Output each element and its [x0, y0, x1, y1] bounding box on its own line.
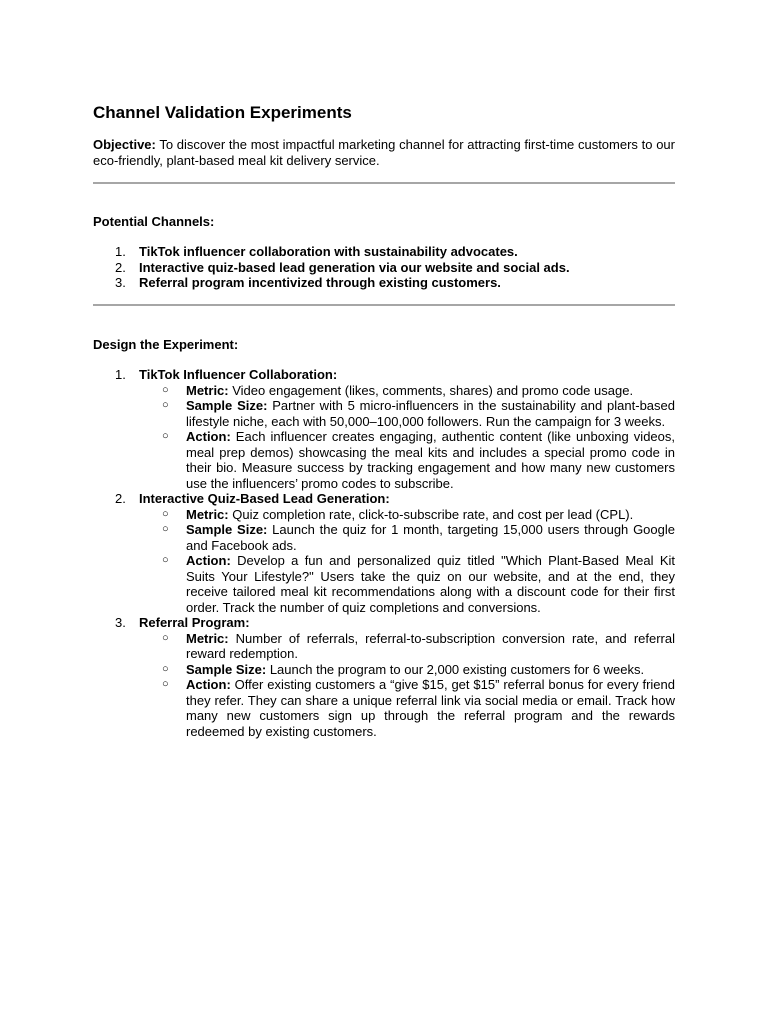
experiment-title-text: Referral Program: [139, 615, 250, 630]
detail-item [93, 677, 675, 739]
detail-label: Metric: [186, 630, 229, 646]
experiment-title-text: TikTok Influencer Collaboration: [139, 367, 338, 382]
detail-text: Partner with 5 micro-influencers in the sustainability and plant-based lifestyle niche, each with 50,000–100,000 followers. Run the campaign for 3 weeks. [186, 398, 675, 429]
list-number: 2. [115, 259, 126, 275]
detail-label: Metric: [186, 382, 229, 398]
channel-text: Referral program incentivized through existing customers. [139, 275, 501, 290]
detail-item [93, 662, 675, 678]
circle-bullet-icon: ○ [162, 507, 169, 520]
circle-bullet-icon: ○ [162, 523, 169, 535]
experiment-details [93, 631, 675, 740]
channel-item [93, 275, 675, 291]
detail-text: Develop a fun and personalized quiz titled "Which Plant-Based Meal Kit Suits Your Lifestyle?" Users take the quiz on our website, and at the end, they receive tailored meal kit recommendations along with a discount code for their first order. Track the number of quiz completions and conversions. [186, 553, 675, 615]
detail-label: Metric: [186, 506, 229, 522]
detail-item [93, 383, 675, 399]
list-number: 3. [115, 275, 126, 290]
detail-item [93, 631, 675, 662]
detail-label: Action: [186, 429, 231, 444]
document-title: Channel Validation Experiments [93, 103, 352, 122]
circle-bullet-icon: ○ [162, 554, 169, 566]
list-number: 2. [115, 491, 126, 506]
objective-paragraph [93, 137, 675, 168]
list-number: 1. [115, 244, 126, 259]
potential-channels-heading: Potential Channels: [93, 214, 215, 229]
experiment-title [93, 615, 675, 631]
experiment-item [93, 491, 675, 615]
experiment-list [93, 367, 675, 739]
detail-text: Quiz completion rate, click-to-subscribe rate, and cost per lead (CPL). [228, 506, 634, 522]
detail-text: Offer existing customers a “give $15, get $15” referral bonus for every friend they refer. They can share a unique referral link via social media or email. Track how many new customers sign up through the referral program and the rewards redeemed by existing customers. [186, 677, 675, 739]
experiment-details [93, 507, 675, 616]
detail-label: Action: [186, 553, 231, 568]
horizontal-rule [93, 304, 675, 306]
experiment-item [93, 367, 675, 491]
list-number: 3. [115, 615, 126, 630]
detail-label: Sample Size: [186, 398, 268, 413]
detail-text: Launch the quiz for 1 month, targeting 15,000 users through Google and Facebook ads. [186, 522, 675, 553]
potential-channels-list [93, 244, 675, 291]
channel-text: Interactive quiz-based lead generation via our website and social ads. [139, 259, 570, 275]
circle-bullet-icon: ○ [162, 678, 169, 690]
experiment-item [93, 615, 675, 739]
detail-item [93, 507, 675, 523]
design-experiment-heading: Design the Experiment: [93, 337, 239, 352]
detail-label: Action: [186, 677, 231, 692]
detail-text: Number of referrals, referral-to-subscription conversion rate, and referral reward redemption. [186, 630, 675, 661]
channel-item [93, 260, 675, 276]
detail-label: Sample Size: [186, 661, 267, 677]
channel-text: TikTok influencer collaboration with sustainability advocates. [139, 244, 518, 259]
experiment-title [93, 491, 675, 507]
experiment-title [93, 367, 675, 383]
circle-bullet-icon: ○ [162, 631, 169, 644]
detail-item [93, 522, 675, 553]
detail-item [93, 553, 675, 615]
circle-bullet-icon: ○ [162, 399, 169, 411]
detail-text: Video engagement (likes, comments, shares) and promo code usage. [228, 382, 634, 398]
objective-label: Objective: [93, 137, 156, 152]
detail-label: Sample Size: [186, 522, 268, 537]
detail-item [93, 398, 675, 429]
circle-bullet-icon: ○ [162, 430, 169, 442]
experiment-details [93, 383, 675, 492]
detail-text: Each influencer creates engaging, authentic content (like unboxing videos, meal prep demos) showcasing the meal kits and includes a special promo code in their bio. Measure success by tracking engagement and how many new customers use the influencers’ promo codes to subscribe. [186, 429, 675, 491]
objective-text: To discover the most impactful marketing channel for attracting first-time customers to our eco-friendly, plant-based meal kit delivery service. [93, 137, 675, 168]
experiment-title-text: Interactive Quiz-Based Lead Generation: [139, 491, 390, 506]
horizontal-rule [93, 182, 675, 184]
detail-item [93, 429, 675, 491]
channel-item [93, 244, 675, 260]
circle-bullet-icon: ○ [162, 383, 169, 396]
list-number: 1. [115, 367, 126, 382]
circle-bullet-icon: ○ [162, 662, 169, 675]
detail-text: Launch the program to our 2,000 existing customers for 6 weeks. [266, 661, 645, 677]
